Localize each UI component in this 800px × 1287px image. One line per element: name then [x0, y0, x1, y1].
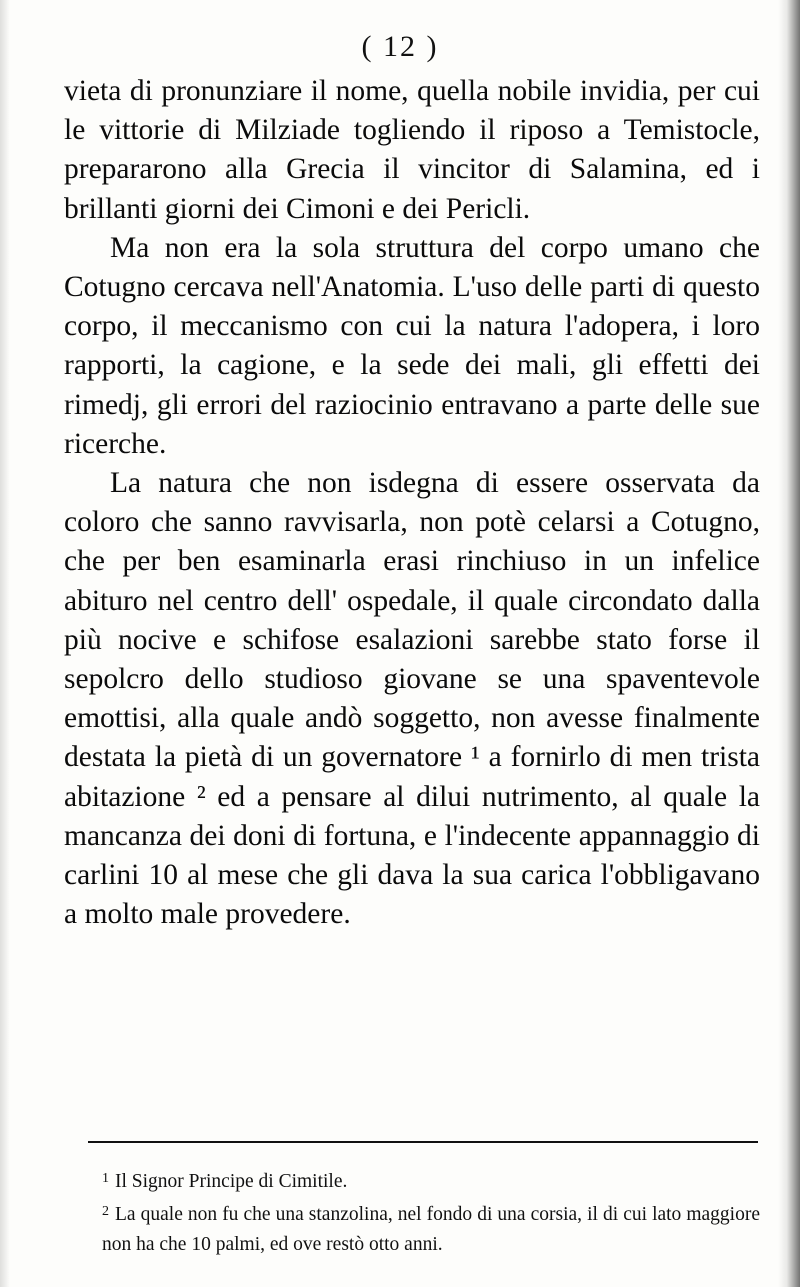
footnote-2 [84, 1197, 760, 1260]
footnote-text: Il Signor Principe di Cimitile. [115, 1171, 348, 1192]
footnote-text: La quale non fu che una stanzolina, nel fondo di una corsia, il di cui lato maggiore non ha che 10 palmi, ed ove restò otto anni. [102, 1204, 760, 1255]
page-right-edge-shadow [778, 0, 800, 1287]
footnotes [84, 1164, 760, 1260]
footnote-marker: 2 [102, 1204, 109, 1219]
paragraph-nature: La natura che non isdegna di essere osservata da coloro che sanno ravvisarla, non potè celarsi a Cotugno, che per ben esaminarla erasi rinchiuso in un infelice abituro nel centro dell' ospedale, il quale circondato dalla più nocive e schifose esalazioni sarebbe stato forse il sepolcro dello studioso giovane se una spaventevole emottisi, alla quale andò soggetto, non avesse finalmente destata la pietà di un governatore ¹ a fornirlo di men trista abitazione ² ed a pensare al dilui nutrimento, al quale la mancanza dei doni di fortuna, e l'indecente appannaggio di carlini 10 al mese che gli dava la sua carica l'obbligavano a molto male provedere. [64, 467, 760, 931]
footnote-divider [88, 1141, 758, 1143]
page-number: ( 12 ) [361, 30, 439, 63]
footnote-1 [84, 1164, 760, 1197]
page-left-edge [0, 0, 10, 1287]
main-text [64, 72, 760, 934]
paragraph-anatomy: Ma non era la sola struttura del corpo umano che Cotugno cercava nell'Anatomia. L'uso delle parti di questo corpo, il meccanismo con cui la natura l'adopera, i loro rapporti, la cagione, e la sede dei mali, gli effetti dei rimedj, gli errori del raziocinio entravano a parte delle sue ricerche. [64, 231, 760, 460]
paragraph-continuation: vieta di pronunziare il nome, quella nobile invidia, per cui le vittorie di Milziade togliendo il riposo a Temistocle, prepararono alla Grecia il vincitor di Salamina, ed i brillanti giorni dei Cimoni e dei Pericli. [64, 75, 760, 225]
footnote-marker: 1 [102, 1171, 109, 1186]
